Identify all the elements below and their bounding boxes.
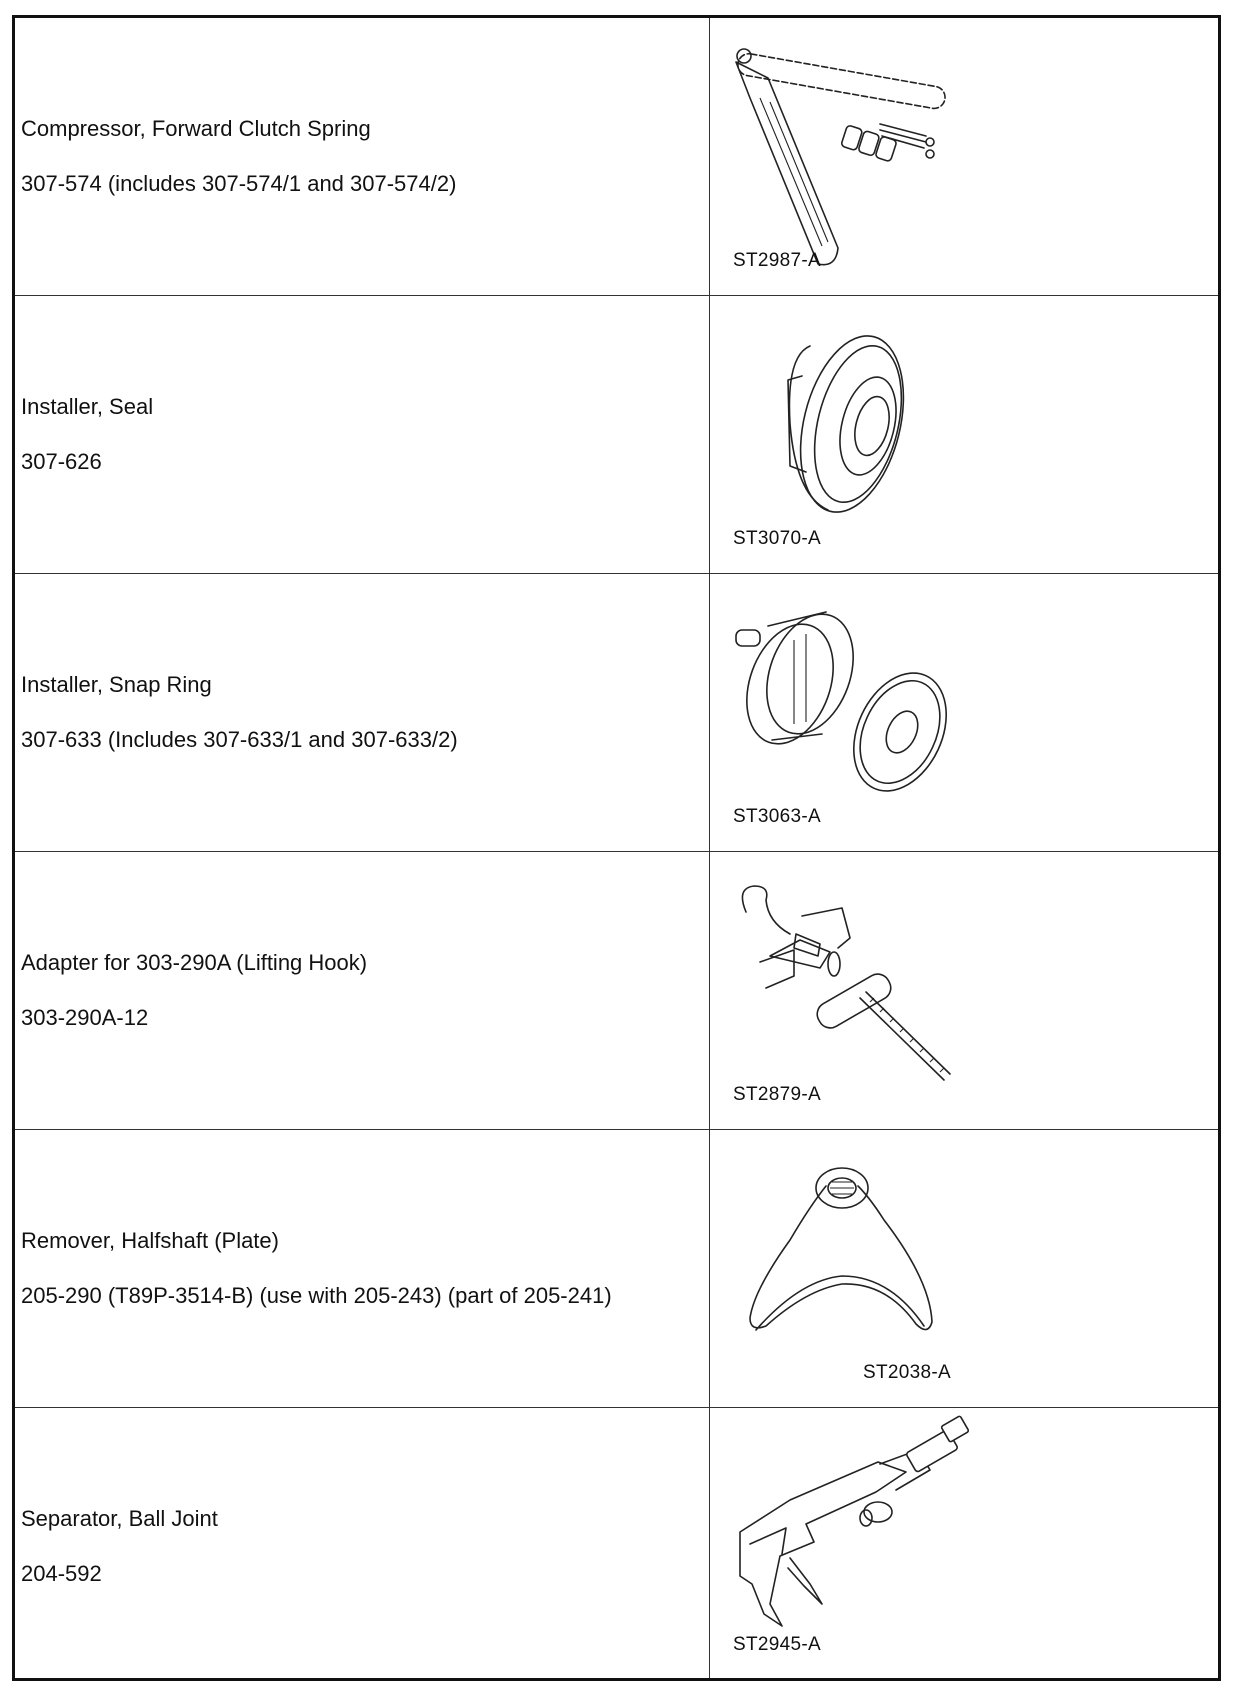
- tool-description: [21, 394, 701, 475]
- table-row: [15, 18, 1218, 296]
- tool-name: Installer, Seal: [21, 394, 154, 419]
- special-tools-table: [12, 15, 1221, 1681]
- figure-code: ST2879-A: [733, 1084, 821, 1105]
- tool-name: Compressor, Forward Clutch Spring: [21, 116, 371, 141]
- figure-code: ST2038-A: [863, 1362, 951, 1383]
- table-row: [15, 574, 1218, 852]
- tool-name: Remover, Halfshaft (Plate): [21, 1228, 279, 1253]
- tool-figure: [710, 1408, 1218, 1678]
- tool-description: [21, 1228, 701, 1309]
- figure-code: ST3063-A: [733, 806, 821, 827]
- table-row: [15, 296, 1218, 574]
- tool-name: Installer, Snap Ring: [21, 672, 212, 697]
- tool-description: [21, 116, 701, 197]
- tool-number: 205-290 (T89P-3514-B) (use with 205-243) (part of 205-241): [21, 1283, 612, 1308]
- tool-number: 307-633 (Includes 307-633/1 and 307-633/2): [21, 727, 458, 752]
- tool-name: Separator, Ball Joint: [21, 1506, 218, 1531]
- tool-description: [21, 950, 701, 1031]
- halfshaft-remover-plate-icon: [710, 1130, 1218, 1407]
- tool-description: [21, 1506, 701, 1587]
- tool-figure: [710, 852, 1218, 1129]
- tool-figure: [710, 1130, 1218, 1407]
- tool-figure: [710, 574, 1218, 851]
- tool-number: 204-592: [21, 1561, 102, 1586]
- figure-code: ST3070-A: [733, 528, 821, 549]
- figure-code: ST2945-A: [733, 1634, 821, 1655]
- table-row: [15, 852, 1218, 1130]
- tool-description: [21, 672, 701, 753]
- table-row: [15, 1130, 1218, 1408]
- table-row: [15, 1408, 1218, 1678]
- tool-number: 307-626: [21, 449, 102, 474]
- tool-number: 303-290A-12: [21, 1005, 149, 1030]
- tool-number: 307-574 (includes 307-574/1 and 307-574/2): [21, 171, 457, 196]
- tool-figure: [710, 296, 1218, 573]
- figure-code: ST2987-A: [733, 250, 821, 271]
- tool-figure: [710, 18, 1218, 295]
- tool-name: Adapter for 303-290A (Lifting Hook): [21, 950, 368, 975]
